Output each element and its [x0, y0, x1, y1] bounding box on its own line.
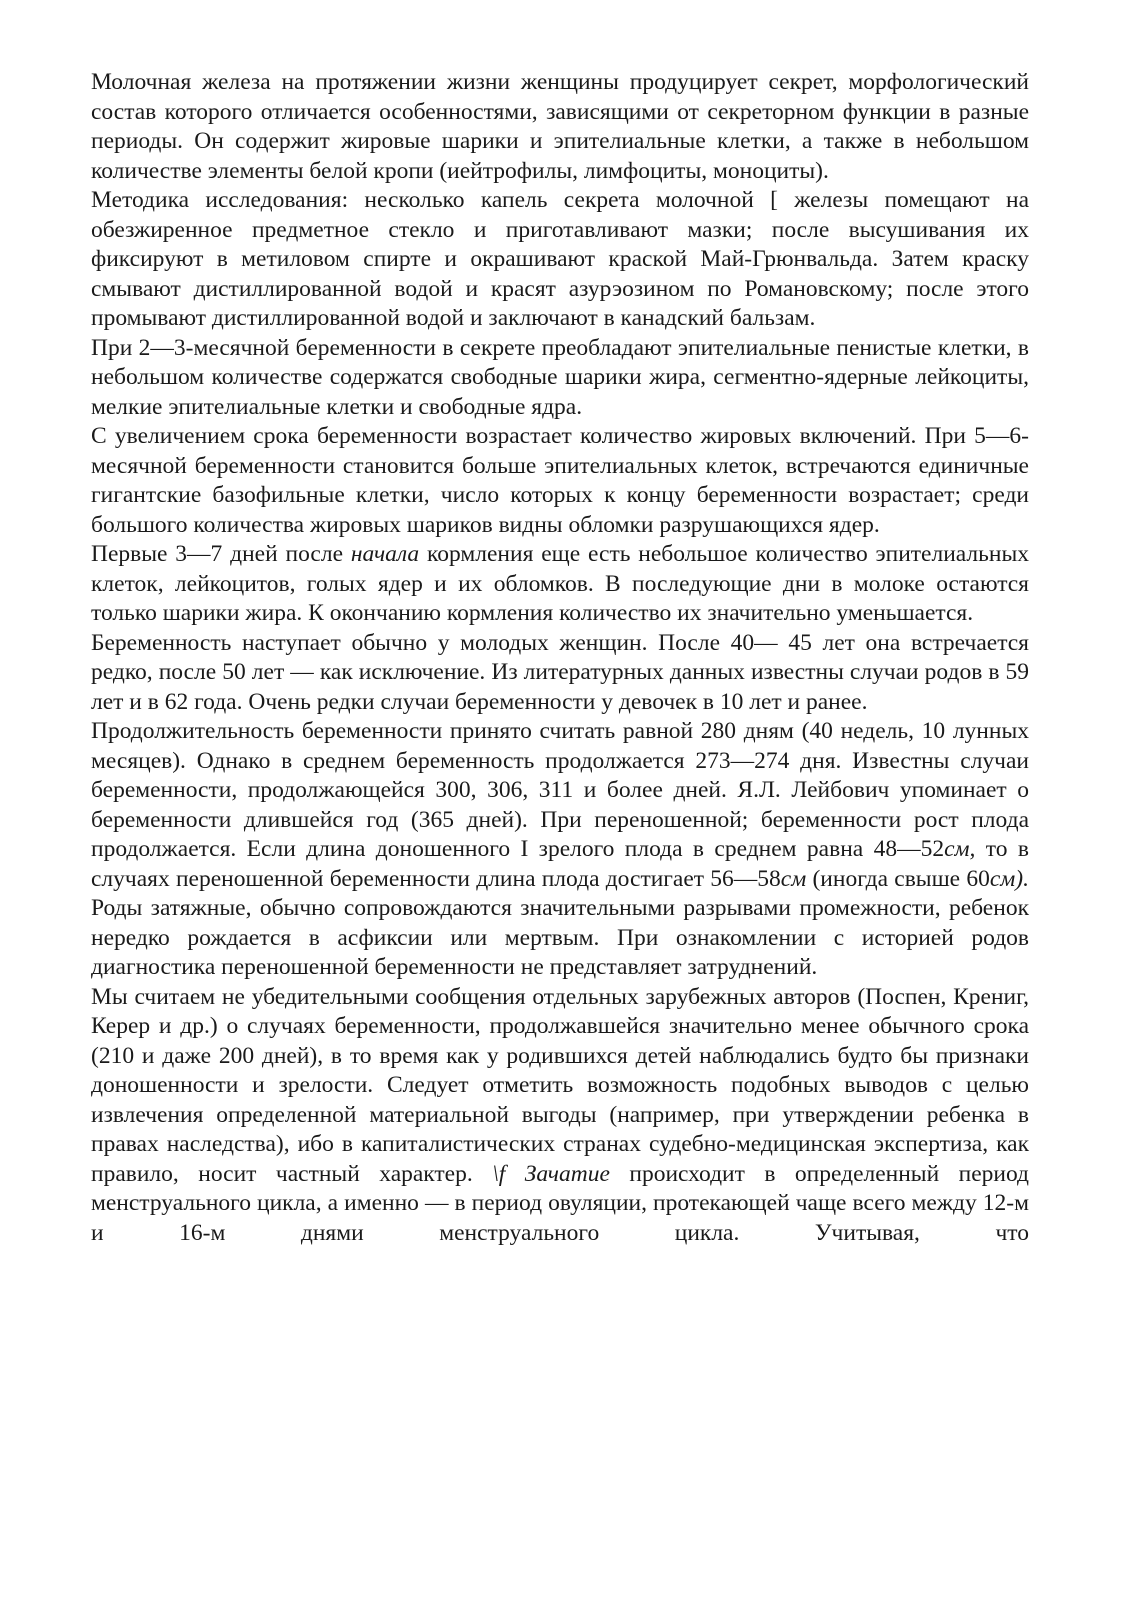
italic-text-run: см	[780, 865, 807, 892]
text-run: При 2—3-месячной беременности в секрете преобладают эпителиальные пенистые клетки, в небольшом количестве содержатся свободные шарики жира, сегментно-ядерные лейкоциты, мелкие эпителиальные клетки и свободные ядра.	[91, 334, 1029, 420]
paragraph-milk-gland-secretion	[91, 68, 1029, 186]
text-run: Методика исследования: несколько капель секрета молочной [ железы помещают на обезжиренное предметное стекло и приготавливают мазки; после высушивания их фиксируют в метиловом спирте и окрашивают краской Май-Грюнвальда. Затем краску смывают дистиллированной водой и красят азурэозином по Романовскому; после этого промывают дистиллированной водой и заключают в канадский бальзам.	[91, 187, 1029, 331]
text-run: Роды затяжные, обычно сопровождаются значительными разрывами промежности, ребенок нередко рождается в асфиксии или мертвым. При ознакомлении с историей родов диагностика переношенной беременности не представляет затруднений.	[91, 895, 1029, 980]
text-run: Беременность наступает обычно у молодых женщин. После 40— 45 лет она встречается редко, после 50 лет — как исключение. Из литературных данных известны случаи родов в 59 лет и в 62 года. Очень редки случаи беременности у девочек в 10 лет и ранее.	[91, 629, 1029, 715]
italic-text-run: начала	[350, 541, 420, 567]
text-run: Первые 3—7 дней после	[91, 541, 351, 567]
text-run: Продолжительность беременности принято считать равной 280 дням (40 недель, 10 лунных месяцев). Однако в среднем беременность продолжается 273—274 дня. Известны случаи беременности, продолжающейся 300, 306, 311 и более дней. Я.Л. Лейбович упоминает о беременности длившейся год (365 дней). При переношенной; беременности рост плода продолжается. Если длина доношенного I зрелого плода в среднем равна 48—52	[91, 718, 1029, 862]
paragraph-pregnancy-duration	[91, 717, 1029, 983]
paragraph-short-pregnancy-reports	[91, 983, 1029, 1249]
text-run: кормления еще есть небольшое количество эпителиальных клеток, лейкоцитов, голых ядер и их обломков. В последующие дни в молоке остаются только шарики жира. К окончанию кормления количество их значительно уменьшается.	[91, 541, 1029, 626]
document-page	[91, 68, 1029, 1248]
text-run: то в случаях переношенной беременности длина плода достигает 56—58	[91, 836, 1029, 892]
text-run: С увеличением срока беременности возрастает количество жировых включений. При 5—6-месячной беременности становится больше эпителиальных клеток, встречаются единичные гигантские базофильные клетки, число которых к концу беременности возрастает; среди большого количества жировых шариков видны обломки разрушающихся ядер.	[91, 423, 1029, 538]
text-run: происходит в определенный период менструального цикла, а именно — в период овуляции, протекающей чаще всего между 12-м и 16-м днями менструального цикла. Учитывая, что	[91, 1160, 1029, 1246]
italic-text-run: \f Зачатие	[492, 1160, 610, 1187]
italic-text-run: см).	[989, 865, 1029, 892]
text-run: (иногда свыше 60	[806, 865, 990, 892]
paragraph-feeding	[91, 540, 1029, 629]
paragraph-early-pregnancy	[91, 334, 1029, 423]
paragraph-pregnancy-age	[91, 629, 1029, 718]
text-run: Мы считаем не убедительными сообщения отдельных зарубежных авторов (Поспен, Крениг, Керер и др.) о случаях беременности, продолжавшейся значительно менее обычного срока (210 и даже 200 дней), в то время как у родившихся детей наблюдались будто бы признаки доношенности и зрелости. Следует отметить возможность подобных выводов с целью извлечения определенной материальной выгоды (например, при утверждении ребенка в правах наследства), ибо в капиталистических странах судебно-медицинская экспертиза, как правило, носит частный характер.	[91, 983, 1029, 1187]
paragraph-later-pregnancy	[91, 422, 1029, 540]
italic-text-run: см,	[944, 836, 976, 862]
paragraph-research-method	[91, 186, 1029, 334]
text-run: Молочная железа на протяжении жизни женщины продуцирует секрет, морфологический состав которого отличается особенностями, зависящими от секреторном функции в разные периоды. Он содержит жировые шарики и эпителиальные клетки, а также в небольшом количестве элементы белой кропи (иейтрофилы, лимфоциты, моноциты).	[91, 69, 1029, 184]
